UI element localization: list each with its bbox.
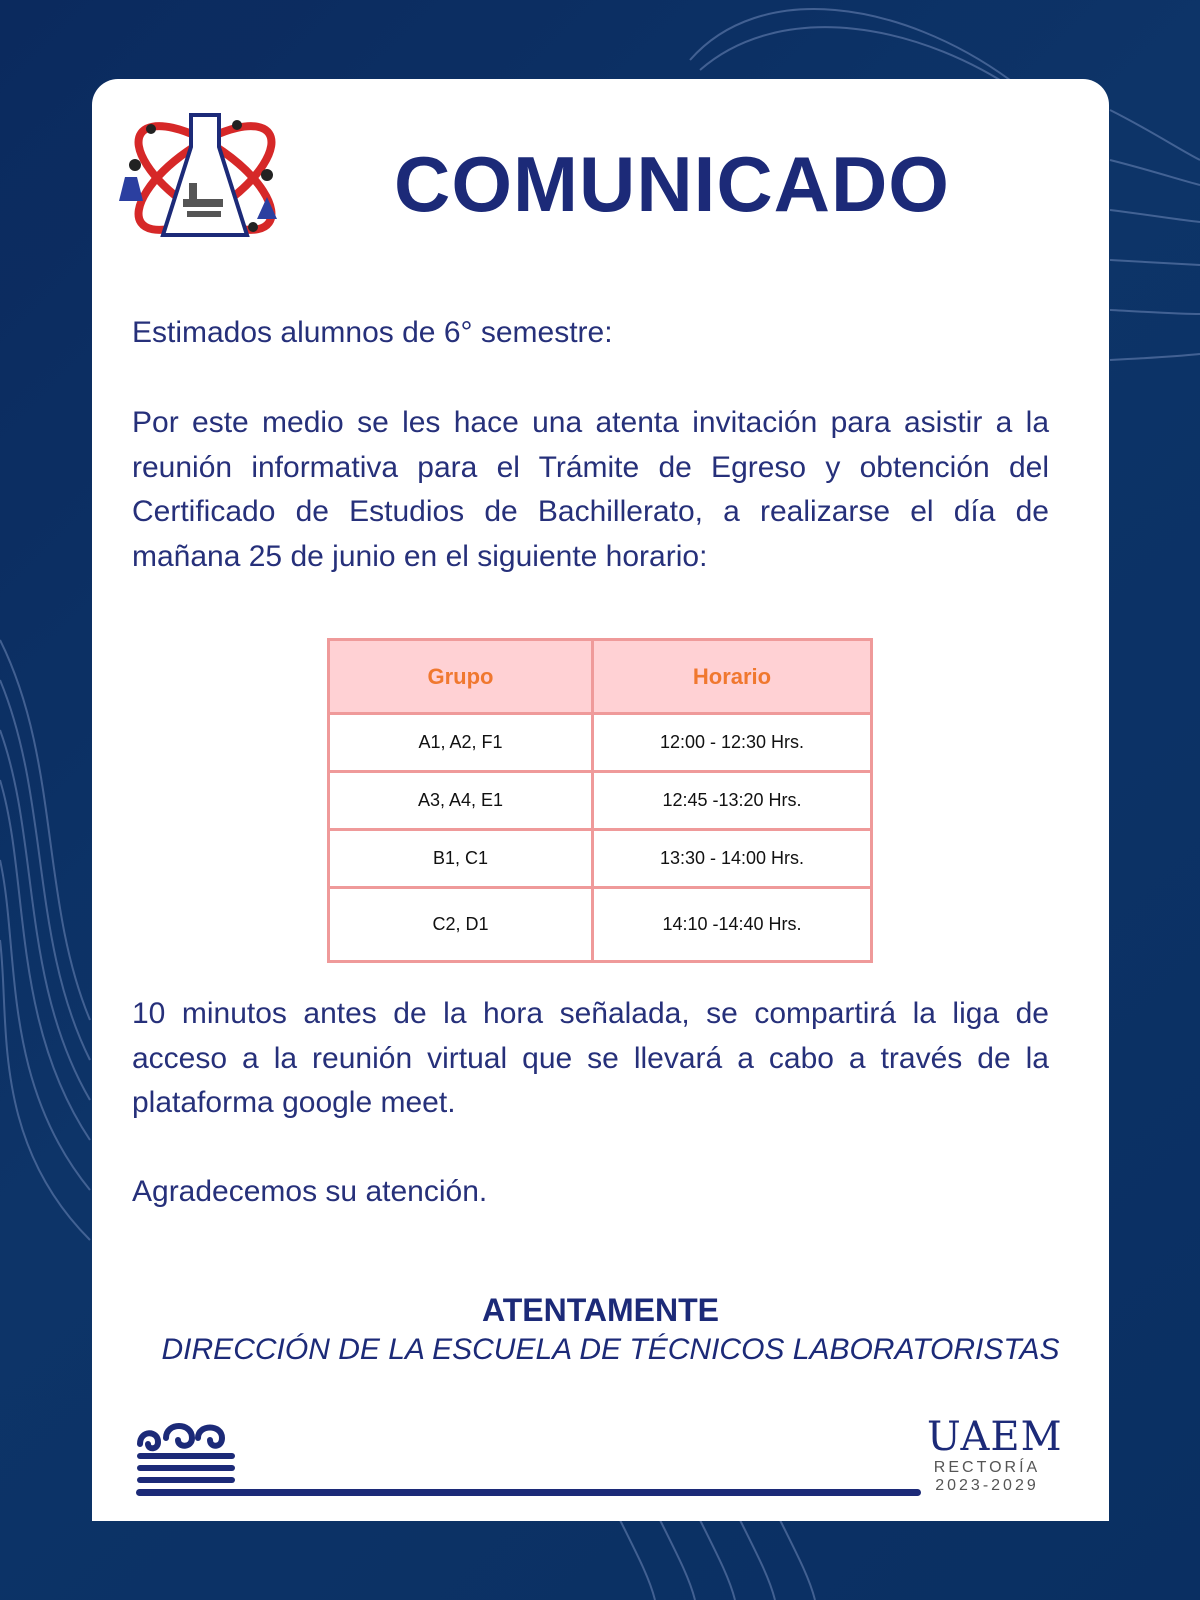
column-header-horario: Horario: [593, 640, 872, 714]
closing-text: ATENTAMENTE: [481, 1292, 719, 1328]
uaem-office: RECTORÍA: [933, 1459, 1041, 1476]
greeting-text: Estimados alumnos de 6° semestre:: [132, 316, 613, 349]
table-row: [329, 830, 872, 888]
thanks-text: Agradecemos su atención.: [132, 1175, 488, 1208]
table-row: [329, 888, 872, 962]
cell-group: B1, C1: [329, 830, 593, 888]
schedule-table: [327, 638, 873, 963]
cell-time: 13:30 - 14:00 Hrs.: [593, 830, 872, 888]
column-header-grupo: Grupo: [329, 640, 593, 714]
cell-time: 12:45 -13:20 Hrs.: [593, 772, 872, 830]
access-info-paragraph: 10 minutos antes de la hora señalada, se compartirá la liga de acceso a la reunión virtual que se llevará a cabo a través de la plataforma google meet.: [132, 997, 1049, 1119]
cell-group: A1, A2, F1: [329, 714, 593, 772]
intro-paragraph: Por este medio se les hace una atenta invitación para asistir a la reunión informativa para el Trámite de Egreso y obtención del Certificado de Estudios de Bachillerato, a realizarse el día de mañana 25 de junio en el siguiente horario:: [132, 406, 1049, 573]
table-row: [329, 714, 872, 772]
table-row: [329, 772, 872, 830]
footer-divider: [136, 1489, 921, 1496]
table-header-row: [329, 640, 872, 714]
cell-group: A3, A4, E1: [329, 772, 593, 830]
uaem-name: UAEM: [927, 1414, 1063, 1460]
sender-text: DIRECCIÓN DE LA ESCUELA DE TÉCNICOS LABORATORISTAS: [161, 1333, 1060, 1366]
page-title: COMUNICADO: [394, 140, 950, 228]
cell-group: C2, D1: [329, 888, 593, 962]
uaem-wave-logo: [134, 1416, 238, 1484]
cell-time: 14:10 -14:40 Hrs.: [593, 888, 872, 962]
uaem-brand: [927, 1414, 1063, 1495]
announcement-card: [92, 79, 1109, 1521]
cell-time: 12:00 - 12:30 Hrs.: [593, 714, 872, 772]
school-lab-logo: [117, 107, 292, 249]
uaem-period: 2023-2029: [935, 1477, 1039, 1494]
